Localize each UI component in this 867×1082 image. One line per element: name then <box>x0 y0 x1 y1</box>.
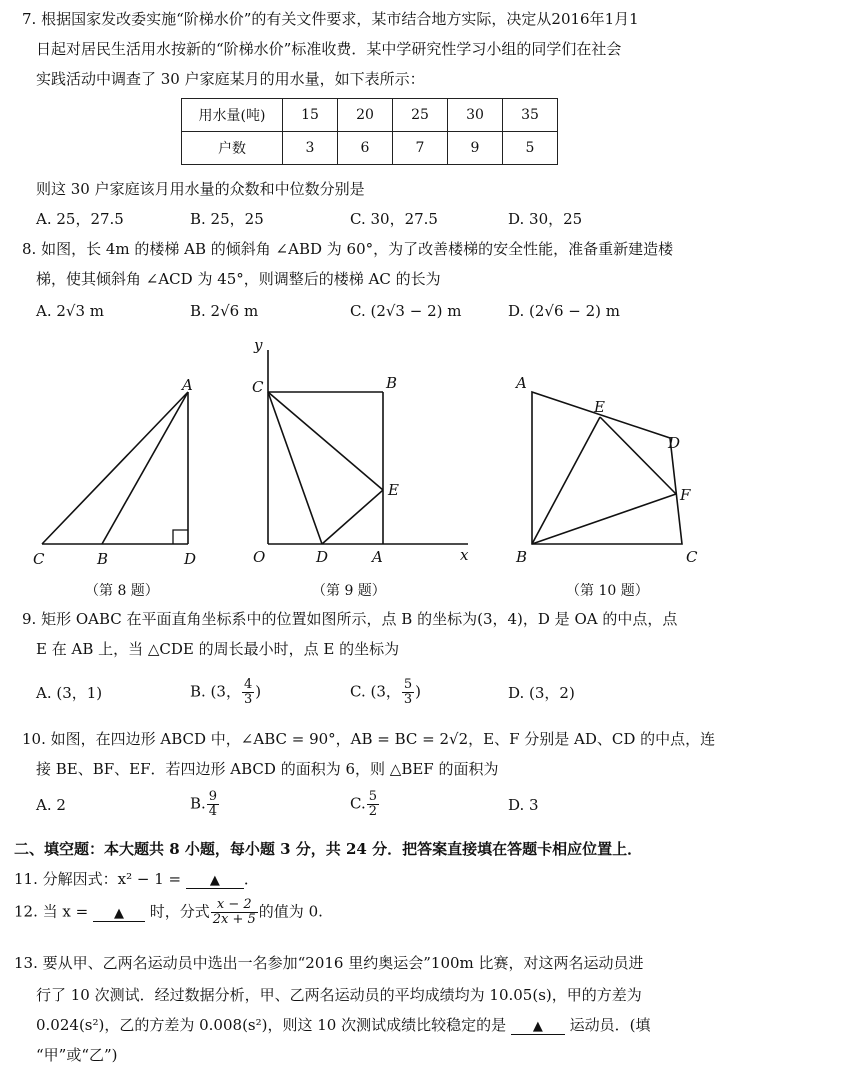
q7-option-a: A. 25，27.5 <box>36 210 124 228</box>
fig10-label-f: F <box>680 486 691 504</box>
table-cell: 20 <box>338 99 393 132</box>
fraction-denominator: 4 <box>208 804 218 819</box>
fig10-segment-ef <box>600 417 676 494</box>
table-cell: 6 <box>338 132 393 165</box>
table-cell: 30 <box>448 99 503 132</box>
q9-option-c-suffix: ) <box>415 682 422 701</box>
table-header-households: 户数 <box>182 132 283 165</box>
q8-line-1: 8. 如图，长 4m 的楼梯 AB 的倾斜角 ∠ABD 为 60°，为了改善楼梯的安全性能，准备重新建造楼 <box>22 240 674 258</box>
q10-option-b <box>190 790 220 819</box>
table-cell: 3 <box>283 132 338 165</box>
fig8-label-b: B <box>97 550 109 568</box>
q10-option-b-fraction <box>207 790 219 819</box>
q13-line-2: 行了 10 次测试．经过数据分析，甲、乙两名运动员的平均成绩均为 10.05(s)，甲的方差为 <box>36 986 642 1004</box>
fig8-caption: （第 8 题） <box>85 583 159 599</box>
q12-fraction <box>211 898 258 927</box>
q8-line-2: 梯，使其倾斜角 ∠ACD 为 45°，则调整后的楼梯 AC 的长为 <box>36 270 441 288</box>
table-cell: 5 <box>503 132 558 165</box>
q9-line-1: 9. 矩形 OABC 在平面直角坐标系中的位置如图所示，点 B 的坐标为(3，4)，D 是 OA 的中点，点 <box>22 610 678 628</box>
fraction-numerator: 9 <box>208 789 218 804</box>
fig8-label-d: D <box>184 550 197 568</box>
q9-option-d: D. (3，2) <box>508 684 575 702</box>
table-row <box>182 132 558 165</box>
table-cell: 25 <box>393 99 448 132</box>
fig10-label-a: A <box>516 374 527 392</box>
q8-option-d: D. (2√6 − 2) m <box>508 302 621 320</box>
q12-text-middle: 时，分式 <box>149 902 210 921</box>
fig8-label-a: A <box>182 376 193 394</box>
fig9-segment-de <box>322 490 383 544</box>
q10-option-c <box>350 790 380 819</box>
q13-text: 0.024(s²)，乙的方差为 0.008(s²)，则这 10 次测试成绩比较稳定的是 <box>36 1016 507 1034</box>
q10-option-c-fraction <box>367 790 379 819</box>
q9-options <box>0 678 800 712</box>
q11-suffix: ． <box>243 870 259 888</box>
fig9-label-y: y <box>254 336 263 354</box>
q7-option-c: C. 30，27.5 <box>350 210 438 228</box>
q11-text: 11. 分解因式：x² − 1 = <box>14 870 182 888</box>
fig10-segment-be <box>532 417 600 544</box>
fig9-label-o: O <box>253 548 266 566</box>
q9-option-a: A. (3，1) <box>36 684 103 702</box>
fig8-label-c: C <box>33 550 45 568</box>
q9-option-b-prefix: B. (3， <box>190 682 241 701</box>
table-header-usage: 用水量(吨) <box>182 99 283 132</box>
figure-10-diagram <box>532 392 682 544</box>
q10-option-c-prefix: C. <box>350 794 366 813</box>
q13-answer-blank <box>511 1016 565 1035</box>
triangle-icon: ▲ <box>209 873 220 888</box>
figure-9-diagram <box>268 350 468 544</box>
q10-option-a: A. 2 <box>36 796 66 814</box>
figure-8-diagram <box>42 392 188 544</box>
fraction-denominator: 3 <box>243 692 253 707</box>
q12-suffix: 的值为 0. <box>258 902 323 921</box>
q11-answer-blank <box>186 870 244 889</box>
fig10-quadrilateral <box>532 392 682 544</box>
q10-options <box>0 790 800 824</box>
q9-option-b-suffix: ) <box>255 682 262 701</box>
q8-option-a: A. 2√3 m <box>36 302 105 320</box>
q9-line-2: E 在 AB 上，当 △CDE 的周长最小时，点 E 的坐标为 <box>36 640 400 658</box>
fig10-label-c: C <box>686 548 698 566</box>
fig9-label-x: x <box>460 546 469 564</box>
fig9-label-b: B <box>386 374 398 392</box>
fig9-label-c: C <box>252 378 264 396</box>
q11-line <box>14 868 259 889</box>
triangle-icon: ▲ <box>532 1019 543 1034</box>
figures-area <box>0 332 867 602</box>
q7-line-1: 7. 根据国家发改委实施“阶梯水价”的有关文件要求，某市结合地方实际，决定从2016年1月1 <box>22 10 639 28</box>
q9-option-b-fraction <box>242 678 254 707</box>
fraction-numerator: x − 2 <box>211 898 258 913</box>
q10-option-d: D. 3 <box>508 796 539 814</box>
fig8-right-angle-mark <box>173 530 188 544</box>
q7-options <box>0 208 800 232</box>
q13-line-4: “甲”或“乙”) <box>36 1046 118 1064</box>
q7-line-2: 日起对居民生活用水按新的“阶梯水价”标准收费．某中学研究性学习小组的同学们在社会 <box>36 40 622 58</box>
fraction-denominator: 2x + 5 <box>212 912 256 927</box>
q7-question: 则这 30 户家庭该月用水量的众数和中位数分别是 <box>36 180 365 198</box>
q7-option-d: D. 30，25 <box>508 210 583 228</box>
q8-options <box>0 302 800 326</box>
fig9-label-e: E <box>388 481 399 499</box>
table-row <box>182 99 558 132</box>
q8-option-b: B. 2√6 m <box>190 302 259 320</box>
fig9-label-a: A <box>372 548 383 566</box>
fig9-label-d: D <box>316 548 329 566</box>
q8-option-c: C. (2√3 − 2) m <box>350 302 462 320</box>
fraction-denominator: 3 <box>403 692 413 707</box>
table-cell: 35 <box>503 99 558 132</box>
q9-option-b <box>190 678 261 707</box>
q12-text: 12. 当 x = <box>14 902 89 921</box>
fig10-label-e: E <box>594 398 605 416</box>
fig10-label-d: D <box>668 434 681 452</box>
q13-line-3 <box>36 1014 651 1035</box>
q10-line-1: 10. 如图，在四边形 ABCD 中，∠ABC = 90°，AB = BC = 2√2，E、F 分别是 AD、CD 的中点，连 <box>22 730 716 748</box>
q13-line-1: 13. 要从甲、乙两名运动员中选出一名参加“2016 里约奥运会”100m 比赛，对这两名运动员进 <box>14 954 644 972</box>
q7-option-b: B. 25，25 <box>190 210 264 228</box>
fig10-caption: （第 10 题） <box>566 583 649 599</box>
q7-line-3: 实践活动中调查了 30 户家庭某月的用水量，如下表所示： <box>36 70 425 88</box>
section-2-heading: 二、填空题：本大题共 8 小题，每小题 3 分，共 24 分．把答案直接填在答题卡相应位置上． <box>14 840 643 858</box>
table-cell: 7 <box>393 132 448 165</box>
fig10-segment-bf <box>532 494 676 544</box>
q13-text-end: 运动员．(填 <box>569 1016 651 1034</box>
fraction-numerator: 5 <box>368 789 377 804</box>
triangle-icon: ▲ <box>113 905 124 921</box>
q9-option-c-prefix: C. (3， <box>350 682 401 701</box>
table-cell: 15 <box>283 99 338 132</box>
q10-option-b-prefix: B. <box>190 794 206 813</box>
q9-option-c-fraction <box>402 678 414 707</box>
fraction-denominator: 2 <box>368 804 377 819</box>
q9-option-c <box>350 678 421 707</box>
fraction-numerator: 4 <box>243 677 253 692</box>
fig10-label-b: B <box>516 548 528 566</box>
table-cell: 9 <box>448 132 503 165</box>
q12-line <box>14 898 323 927</box>
fraction-numerator: 5 <box>403 677 413 692</box>
water-usage-table <box>181 98 558 165</box>
q10-line-2: 接 BE、BF、EF．若四边形 ABCD 的面积为 6，则 △BEF 的面积为 <box>36 760 499 778</box>
fig9-caption: （第 9 题） <box>312 583 386 599</box>
q12-answer-blank <box>93 903 145 922</box>
